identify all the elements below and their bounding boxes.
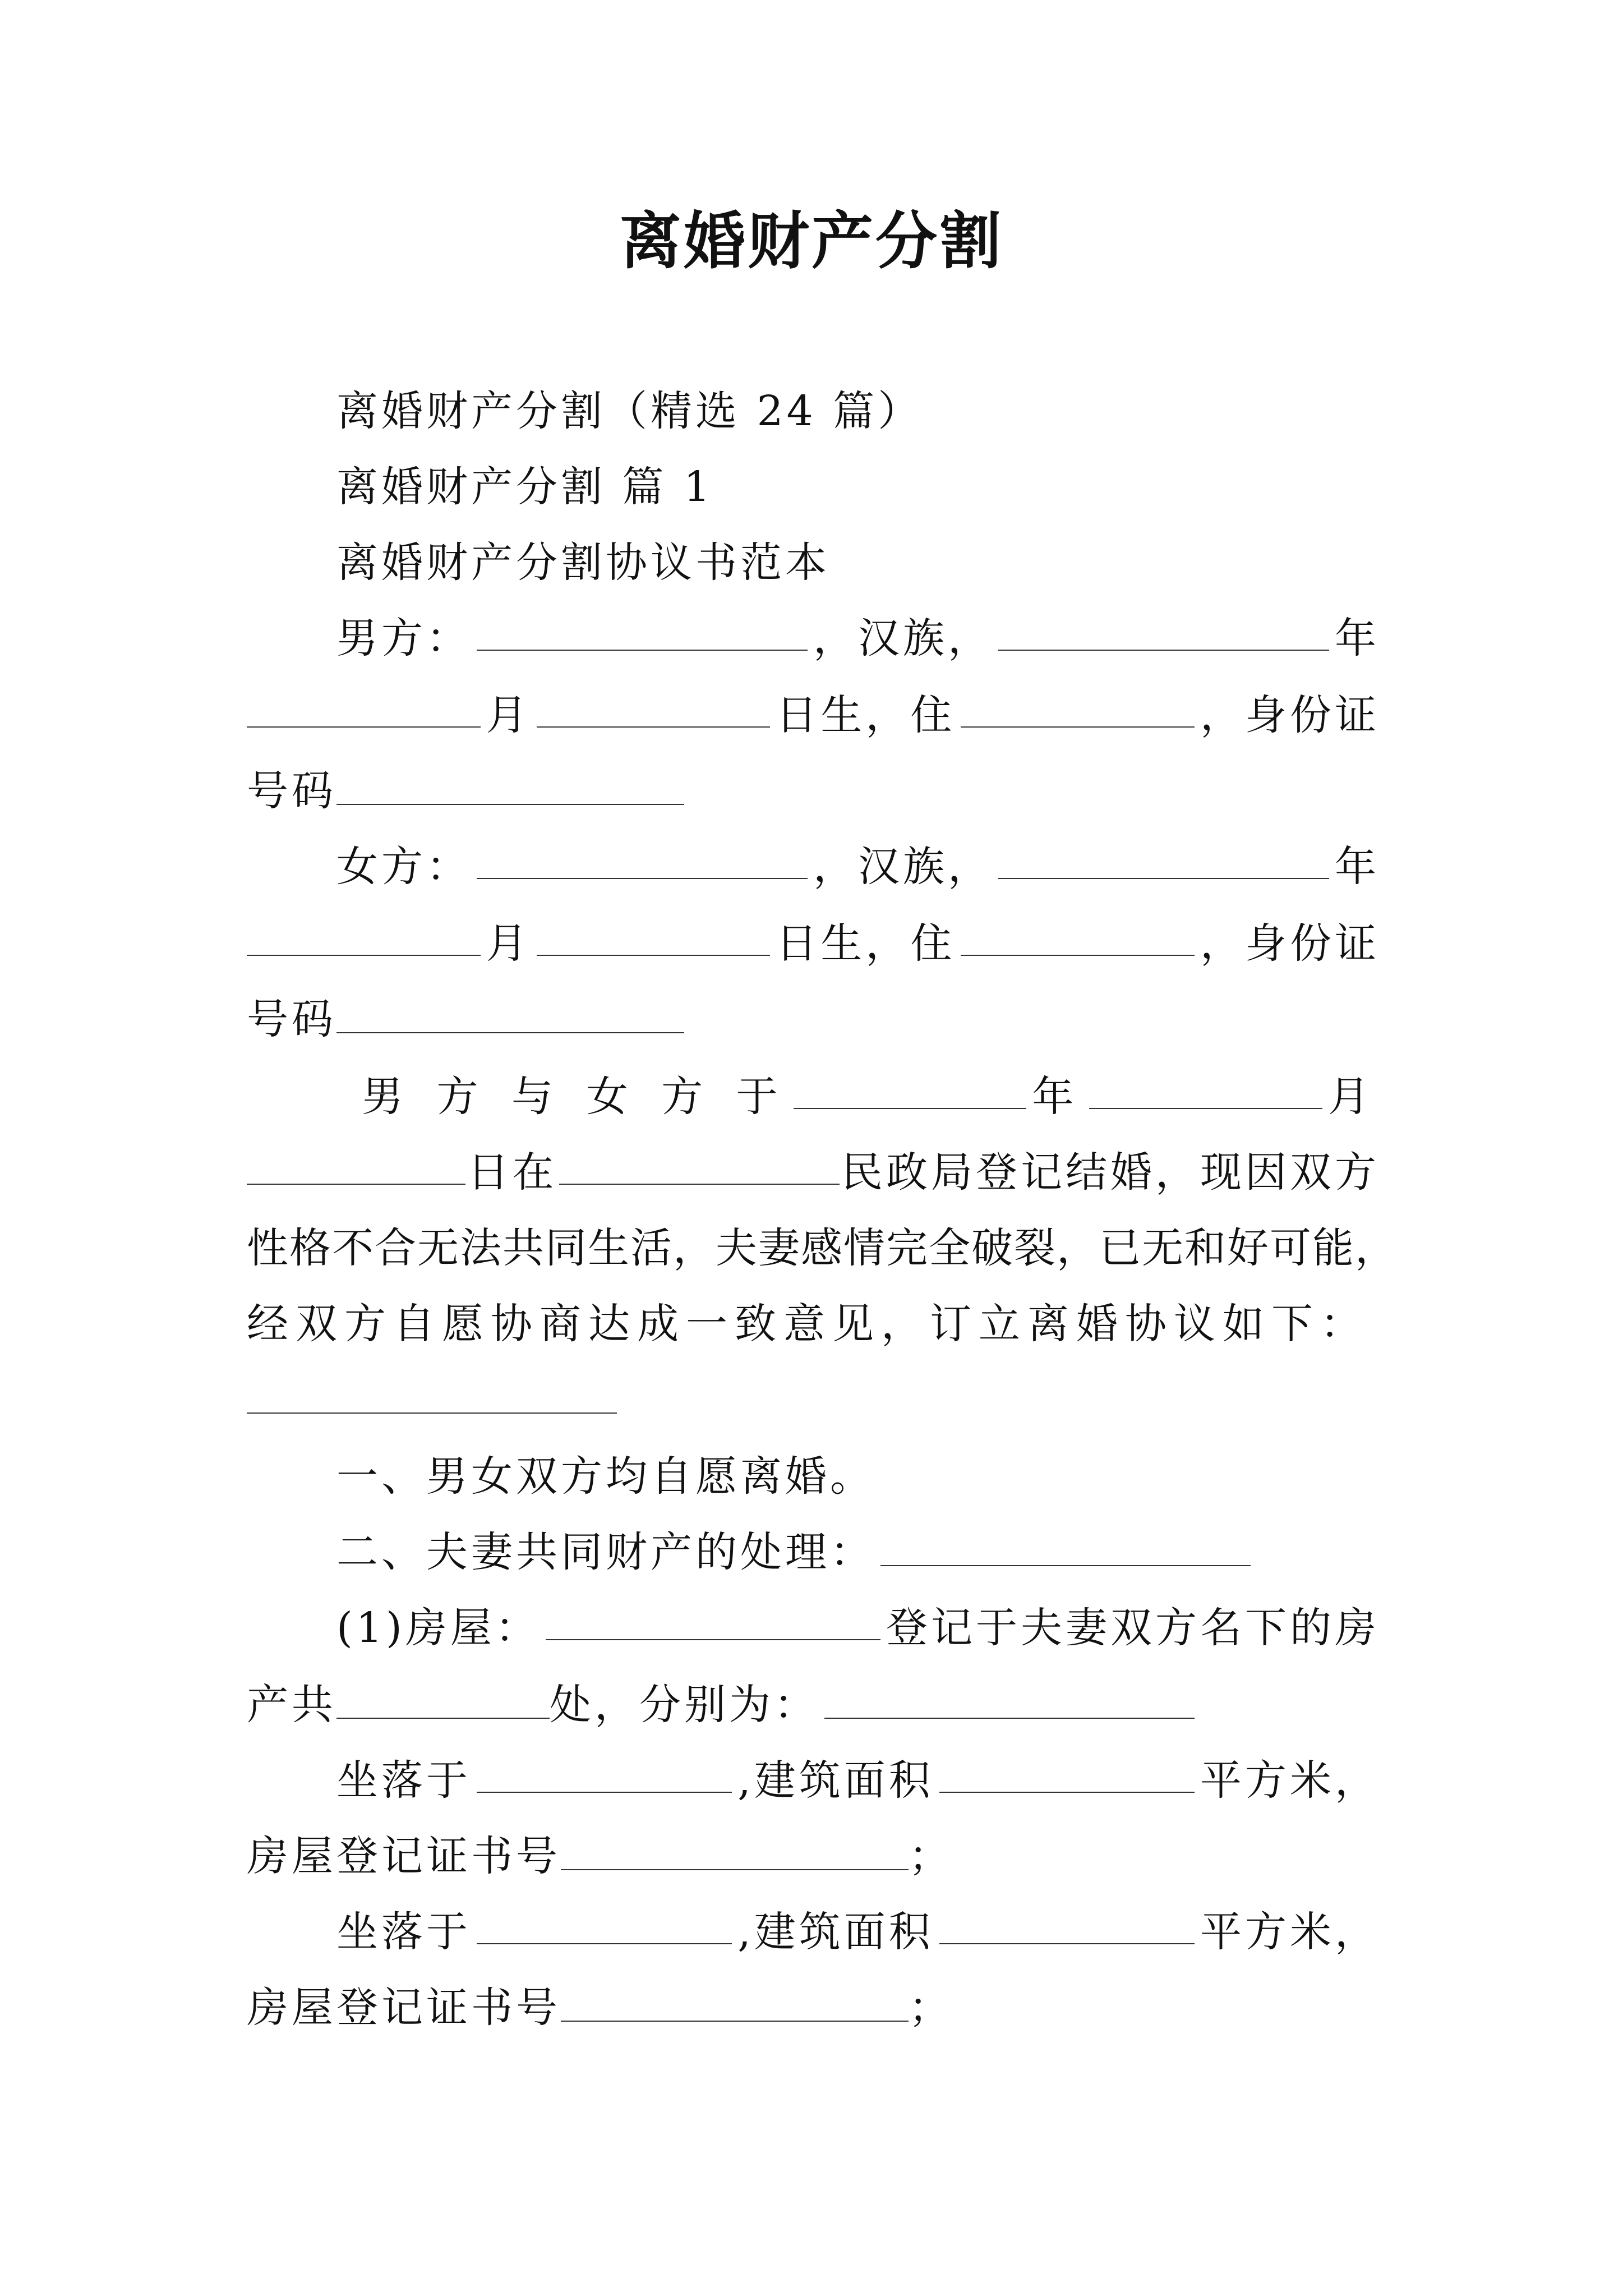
house-1-area-blank[interactable] <box>939 1752 1195 1793</box>
location-label: 坐落于 <box>336 1908 471 1956</box>
woman-name-blank[interactable] <box>477 839 808 879</box>
marriage-line-3: 性格不合无法共同生活，夫妻感情完全破裂，已无和好可能， <box>247 1224 1398 1272</box>
property-blank[interactable] <box>880 1526 1251 1566</box>
house-line-2 <box>247 1677 1380 1733</box>
man-id-blank[interactable] <box>336 765 684 805</box>
semicolon: ； <box>909 1984 953 2032</box>
agreement-extra-blank[interactable] <box>247 1373 617 1414</box>
woman-birth-year-blank[interactable] <box>998 839 1329 879</box>
id-card-text: ，身份证 <box>1200 919 1380 968</box>
marriage-month-text: 月 <box>1328 1073 1380 1121</box>
man-address-blank[interactable] <box>961 687 1195 728</box>
id-number-label: 号码 <box>247 995 336 1043</box>
year-text: 年 <box>1335 843 1380 891</box>
woman-address-blank[interactable] <box>961 915 1195 956</box>
house-count-label: 产共 <box>247 1681 336 1729</box>
chapter-line: 离婚财产分割 篇 1 <box>336 463 714 511</box>
location-label: 坐落于 <box>336 1756 471 1805</box>
year-text: 年 <box>1335 614 1380 662</box>
ri-zai-text: 日在 <box>467 1148 557 1197</box>
subtitle-line: 离婚财产分割（精选 24 篇） <box>336 387 923 435</box>
marriage-day-blank[interactable] <box>247 1144 465 1185</box>
marriage-line-2 <box>247 1144 1380 1200</box>
house-2-line-2 <box>247 1980 1380 2036</box>
ethnicity-text: ，汉族， <box>813 614 993 662</box>
civil-text: 民政局登记结婚，现因双方 <box>841 1148 1380 1197</box>
marriage-month-blank[interactable] <box>1089 1069 1322 1109</box>
civil-affairs-blank[interactable] <box>559 1144 840 1185</box>
house-count-blank[interactable] <box>336 1678 550 1719</box>
sqm-label: 平方米， <box>1200 1908 1380 1956</box>
house-1-line-2 <box>247 1828 1380 1884</box>
certificate-label: 房屋登记证书号 <box>247 1832 561 1880</box>
man-line-3 <box>247 763 1380 819</box>
marriage-year-text: 年 <box>1032 1073 1084 1121</box>
woman-birth-month-blank[interactable] <box>247 915 481 956</box>
man-birth-month-blank[interactable] <box>247 687 481 728</box>
certificate-label: 房屋登记证书号 <box>247 1984 561 2032</box>
agreement-heading: 离婚财产分割协议书范本 <box>336 539 830 587</box>
born-live-text: 日生，住 <box>776 919 956 968</box>
woman-line-3 <box>247 991 1380 1047</box>
woman-line-2 <box>247 915 1380 972</box>
id-card-text: ，身份证 <box>1200 691 1380 739</box>
woman-line-1 <box>336 839 1380 895</box>
man-birth-year-blank[interactable] <box>998 610 1329 651</box>
marriage-line-4: 经双方自愿协商达成一致意见，订立离婚协议如下： <box>247 1300 1369 1348</box>
man-line-2 <box>247 687 1380 743</box>
man-line-1 <box>336 610 1380 666</box>
house-list-blank[interactable] <box>824 1678 1195 1719</box>
item-1: 一、男女双方均自愿离婚。 <box>336 1452 875 1501</box>
house-2-certificate-blank[interactable] <box>561 1981 909 2022</box>
id-number-label: 号码 <box>247 767 336 815</box>
item-2 <box>336 1524 1380 1580</box>
area-label: ,建筑面积 <box>737 1908 934 1956</box>
house-2-line-1 <box>336 1904 1380 1960</box>
house-list-label: 处，分别为： <box>550 1681 819 1729</box>
ethnicity-text: ，汉族， <box>813 843 993 891</box>
woman-id-blank[interactable] <box>336 993 684 1033</box>
man-label: 男方： <box>336 614 471 662</box>
sqm-label: 平方米， <box>1200 1756 1380 1805</box>
marriage-line-1 <box>362 1069 1380 1125</box>
month-text: 月 <box>486 691 531 739</box>
man-name-blank[interactable] <box>477 610 808 651</box>
born-live-text: 日生，住 <box>776 691 956 739</box>
house-2-area-blank[interactable] <box>939 1904 1195 1944</box>
woman-label: 女方： <box>336 843 471 891</box>
house-2-location-blank[interactable] <box>477 1904 732 1944</box>
house-label: (1)房屋： <box>336 1604 540 1652</box>
marriage-intro: 男 方 与 女 方 于 <box>362 1073 788 1121</box>
man-birth-day-blank[interactable] <box>537 687 771 728</box>
item-2-label: 二、夫妻共同财产的处理： <box>336 1528 875 1576</box>
area-label: ,建筑面积 <box>737 1756 934 1805</box>
house-1-location-blank[interactable] <box>477 1752 732 1793</box>
house-1-line-1 <box>336 1752 1380 1809</box>
document-title: 离婚财产分割 <box>620 205 1003 277</box>
house-line-1 <box>336 1600 1380 1656</box>
woman-birth-day-blank[interactable] <box>537 915 771 956</box>
marriage-year-blank[interactable] <box>794 1069 1027 1109</box>
marriage-line-5 <box>247 1372 1380 1428</box>
house-1-certificate-blank[interactable] <box>561 1830 909 1870</box>
month-text: 月 <box>486 919 531 968</box>
house-registered-text: 登记于夫妻双方名下的房 <box>886 1604 1380 1652</box>
house-blank[interactable] <box>546 1600 880 1640</box>
semicolon: ； <box>909 1832 953 1880</box>
